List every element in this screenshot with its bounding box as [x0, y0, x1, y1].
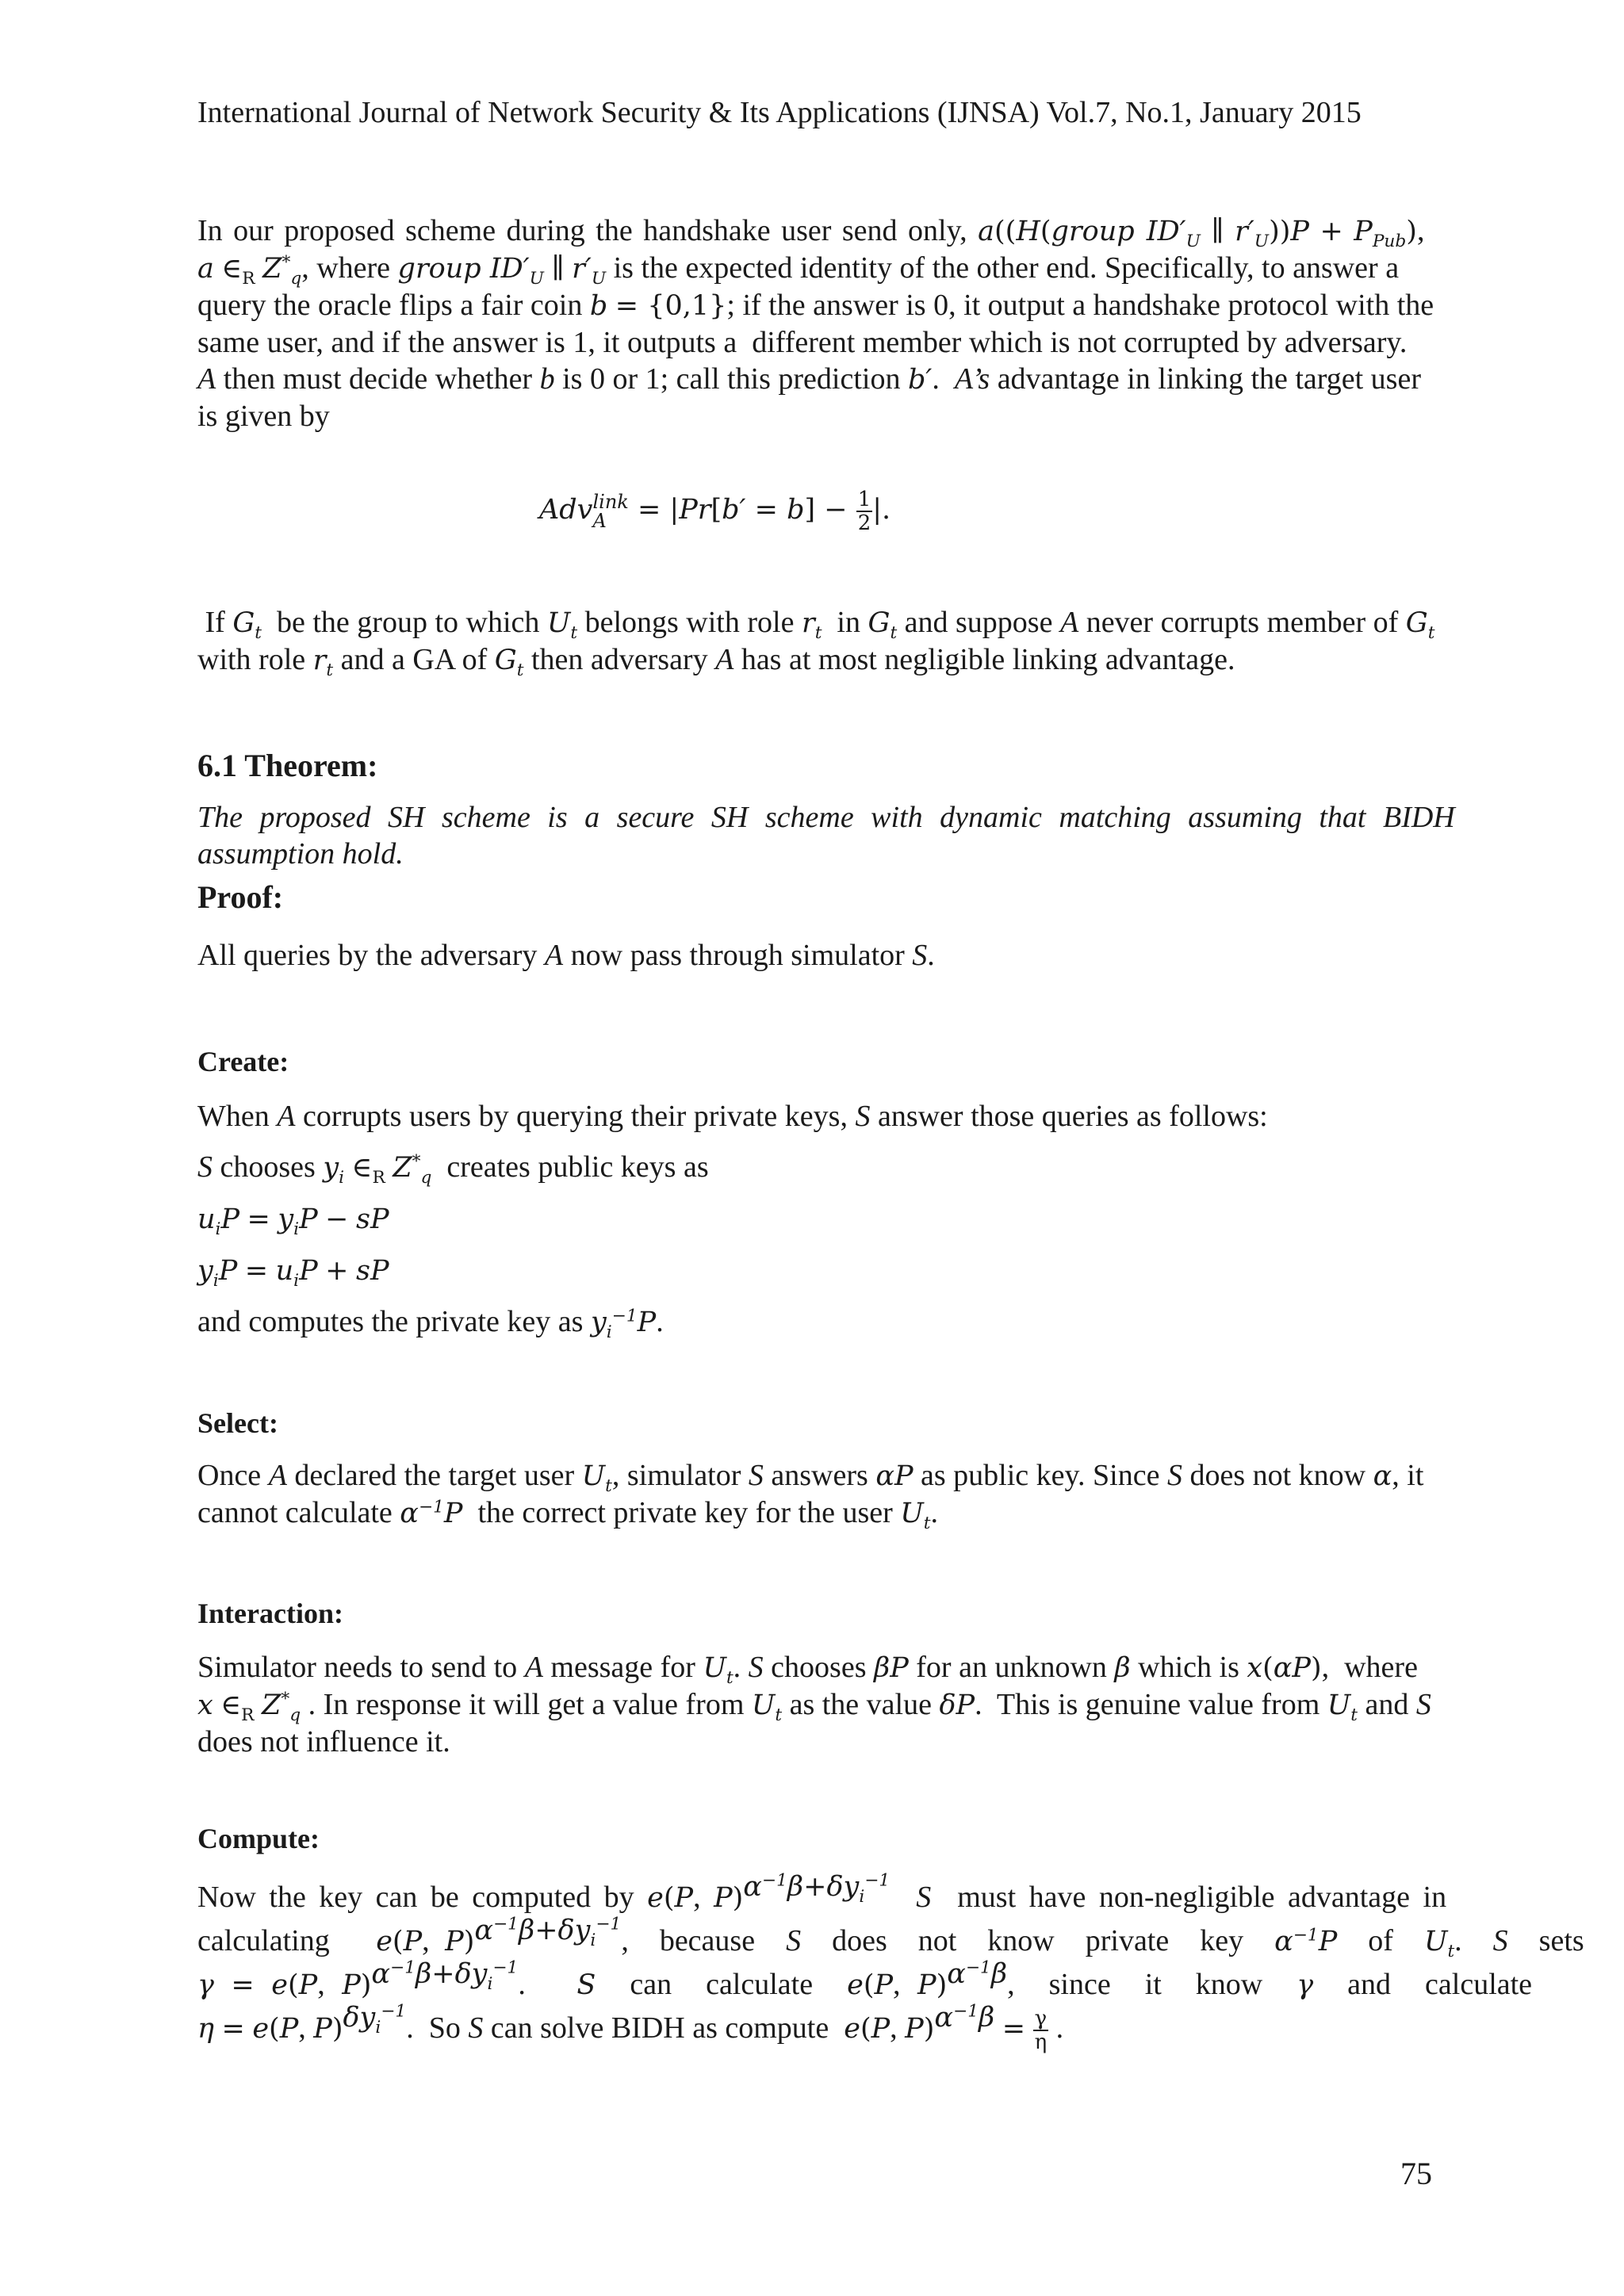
condition-paragraph [197, 604, 1434, 679]
intro-line-2: a $\in_R$ $Z^*_q$, where group $ID'_U$ ∥ $r'_U$ is the expected identity of the other end. Specifically, to answer a [197, 251, 1400, 289]
intro-line-4: same user, and if the answer is 1, it outputs a different member which is not corrupted by adversary. [197, 326, 1408, 359]
interaction-line-2: x $\in_R$ $Z^*_q$ . In response it will get a value from $U_t$ as the value δP. This is genuine value from $U_t$ and S [197, 1688, 1431, 1725]
proof-heading: Proof: [197, 879, 284, 915]
condition-line-2: with role $r_t$ and a GA of $G_t$ then adversary A has at most negligible linking advantage. [197, 643, 1235, 680]
eq-den: 2 [857, 511, 871, 536]
advantage-equation [539, 485, 891, 534]
condition-line-1: If $G_t$ be the group to which $U_t$ belongs with role $r_t$ in $G_t$ and suppose A never corrupts member of $G_t$ [197, 606, 1435, 643]
journal-header: International Journal of Network Security & Its Applications (IJNSA) Vol.7, No.1, January 2015 [197, 96, 1362, 129]
compute-line-2: calculating e(P, P)$^{\alpha^{-1}\beta+\delta y_i^{-1}}$, because S does not know private key $\alpha^{-1}P$ of $U_t$. S sets [197, 1914, 1584, 1961]
theorem-line-1: The proposed SH scheme is a secure SH scheme with dynamic matching assuming that BIDH [197, 801, 1455, 834]
intro-paragraph [197, 212, 1434, 434]
interaction-line-3: does not influence it. [197, 1725, 450, 1758]
eq-sub: A [592, 510, 607, 533]
compute-line-4: η = e(P, P)$^{\delta y_i^{-1}}$. So S can solve BIDH as compute e(P, P)$^{\alpha^{-1}\beta}$ = $\frac{\gamma}{\eta}$ . [197, 2001, 1064, 2055]
eq-fraction [856, 488, 873, 534]
select-line-2: cannot calculate $\alpha^{-1}P$ the correct private key for the user $U_t$. [197, 1496, 939, 1533]
eq-sup: link [592, 491, 629, 514]
compute-line-3: γ = e(P, P)$^{\alpha^{-1}\beta+\delta y_i^{-1}}$. S can calculate e(P, P)$^{\alpha^{-1}\beta}$, since it know γ and calculate [197, 1957, 1533, 2001]
compute-heading: Compute: [197, 1823, 320, 1854]
create-eq-2: $y_iP = u_iP$ + sP [197, 1255, 389, 1291]
compute-section [197, 1870, 1584, 2055]
create-line-2: S chooses $y_i$ $\in_R$ $Z^*_q$ creates public keys as [197, 1150, 709, 1188]
page-number: 75 [1400, 2156, 1432, 2191]
create-section [197, 1091, 1434, 1348]
interaction-heading: Interaction: [197, 1598, 343, 1629]
interaction-line-1: Simulator needs to send to A message for $U_t$. S chooses βP for an unknown β which is x(αP), where [197, 1651, 1418, 1688]
proof-text [197, 937, 1434, 974]
theorem-heading: 6.1 Theorem: [197, 748, 378, 783]
theorem-statement [197, 799, 1455, 872]
select-section [197, 1457, 1434, 1532]
create-eq-1: $u_iP = y_iP$ − sP [197, 1203, 389, 1239]
proof-line: All queries by the adversary A now pass through simulator S. [197, 939, 935, 972]
eq-rhs: = |Pr[b′ = b] − [628, 494, 856, 526]
interaction-section [197, 1649, 1434, 1760]
select-line-1: Once A declared the target user $U_t$, simulator S answers αP as public key. Since S does not know α, it [197, 1459, 1424, 1496]
intro-line-6: is given by [197, 400, 330, 433]
gamma-over-eta: $\frac{\gamma}{\eta}$ [1034, 2007, 1048, 2055]
create-line-3: and computes the private key as $y_i^{-1}P$. [197, 1305, 664, 1342]
eq-num: 1 [857, 488, 871, 512]
eq-end: |. [872, 494, 891, 526]
compute-line-1: Now the key can be computed by e(P, P)$^{\alpha^{-1}\beta+\delta y_i^{-1}}$ S must have non-negligible advantage in [197, 1870, 1447, 1914]
intro-line-3: query the oracle flips a fair coin b = {0,1}; if the answer is 0, it output a handshake protocol with the [197, 289, 1434, 322]
intro-line-1: In our proposed scheme during the handshake user send only, a((H(group $ID'_U$ ∥ $r'_U))P + P_{Pub}$), [197, 214, 1425, 251]
theorem-line-2: assumption hold. [197, 837, 404, 871]
create-line-1: When A corrupts users by querying their private keys, S answer those queries as follows: [197, 1100, 1268, 1133]
intro-line-5: A then must decide whether b is 0 or 1; call this prediction b′. A’s advantage in linking the target user [197, 362, 1421, 396]
eq-lhs: Adv [539, 494, 593, 526]
select-heading: Select: [197, 1407, 278, 1439]
create-heading: Create: [197, 1046, 289, 1077]
